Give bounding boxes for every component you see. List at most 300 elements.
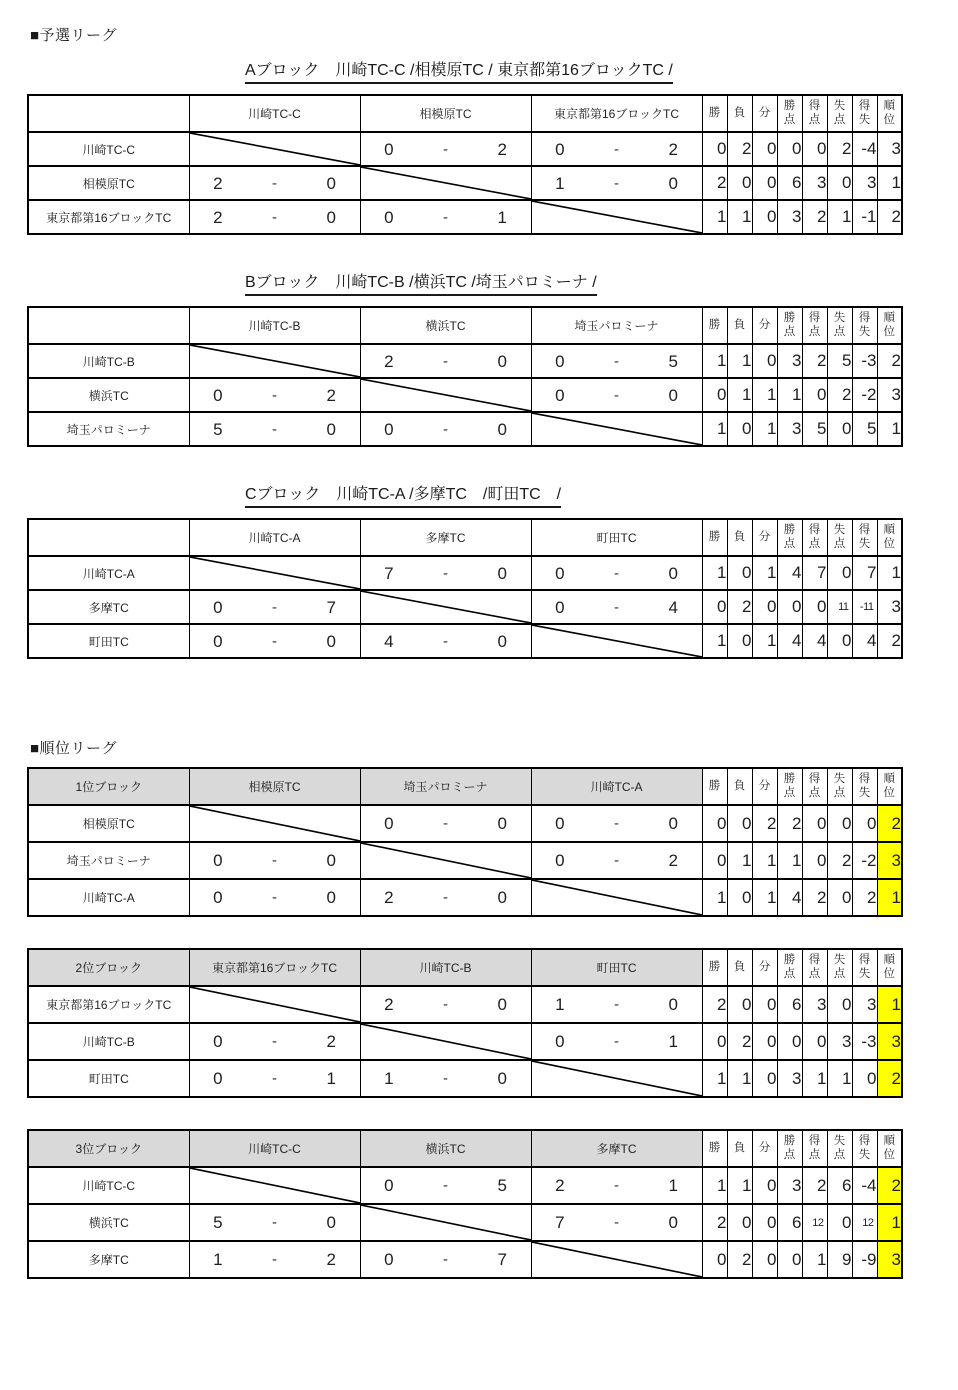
stat-cell: 3 xyxy=(777,412,802,446)
score-separator: - xyxy=(443,564,448,582)
match-score xyxy=(532,387,702,404)
match-score-cell xyxy=(189,1023,360,1060)
team-name-cell: 川崎TC-A xyxy=(28,879,189,916)
stat-cell: 6 xyxy=(777,986,802,1023)
stat-cell: 2 xyxy=(727,1023,752,1060)
match-score xyxy=(190,852,360,869)
match-score-cell xyxy=(360,879,531,916)
self-match-cell xyxy=(360,842,531,879)
score-right: 0 xyxy=(326,888,336,907)
match-score-cell xyxy=(189,624,360,658)
stat-cell: 7 xyxy=(802,556,827,590)
stat-cell: 6 xyxy=(777,166,802,200)
stat-header-char: 分 xyxy=(758,960,771,973)
stat-cell: 7 xyxy=(852,556,877,590)
stat-header-cell xyxy=(827,95,852,132)
score-right: 0 xyxy=(326,419,336,439)
score-right: 7 xyxy=(497,1250,507,1269)
stat-header-cell xyxy=(727,307,752,344)
diagonal-line xyxy=(361,843,531,878)
diagonal-line xyxy=(361,167,531,199)
score-right: 2 xyxy=(326,1032,336,1051)
ranking-tables-container xyxy=(0,767,958,1279)
match-score-cell xyxy=(189,1241,360,1278)
match-score xyxy=(361,353,531,370)
score-right: 0 xyxy=(326,851,336,870)
stat-header-char: 点 xyxy=(808,1148,821,1161)
score-separator: - xyxy=(443,996,448,1013)
stat-cell: -4 xyxy=(852,132,877,166)
score-separator: - xyxy=(272,174,277,192)
score-left: 0 xyxy=(213,851,223,870)
match-score-cell xyxy=(531,1204,702,1241)
match-score xyxy=(361,141,531,158)
score-left: 5 xyxy=(213,419,223,439)
stat-cell: 3 xyxy=(777,1167,802,1204)
stat-header-cell xyxy=(702,307,727,344)
stat-cell: 0 xyxy=(752,132,777,166)
stat-header-char: 負 xyxy=(733,530,746,543)
stat-cell: 1 xyxy=(727,378,752,412)
score-right: 1 xyxy=(668,1032,678,1051)
stat-header-char: 点 xyxy=(808,537,821,550)
stat-cell: 1 xyxy=(702,344,727,378)
block-title: Cブロック 川崎TC-A /多摩TC /町田TC / xyxy=(245,484,561,508)
diagonal-line xyxy=(361,1205,531,1240)
stat-cell: 4 xyxy=(852,624,877,658)
self-match-cell xyxy=(531,412,702,446)
stat-cell: 0 xyxy=(852,1060,877,1097)
stat-header-char: 分 xyxy=(758,530,771,543)
stat-header-char: 得 xyxy=(808,311,821,324)
stat-cell: 1 xyxy=(752,556,777,590)
opponent-header-cell: 相模原TC xyxy=(360,95,531,132)
match-score xyxy=(532,1214,702,1231)
self-match-cell xyxy=(531,1060,702,1097)
stat-header-cell xyxy=(702,768,727,805)
stat-cell: -4 xyxy=(852,1167,877,1204)
section-ranking xyxy=(0,659,958,1279)
stat-cell: 1 xyxy=(702,1167,727,1204)
stat-cell: 0 xyxy=(752,1060,777,1097)
match-score-cell xyxy=(360,986,531,1023)
opponent-header-cell: 東京都第16ブロックTC xyxy=(531,95,702,132)
stat-header-cell xyxy=(727,1130,752,1167)
diagonal-line xyxy=(190,133,360,165)
stat-header-cell xyxy=(852,519,877,556)
score-left: 0 xyxy=(384,139,394,159)
score-separator: - xyxy=(443,352,448,370)
stat-header-cell xyxy=(752,949,777,986)
match-score xyxy=(190,209,360,226)
stat-cell: 0 xyxy=(702,590,727,624)
score-right: 2 xyxy=(326,1250,336,1269)
stat-header-char: 勝 xyxy=(708,779,721,792)
stat-header-cell xyxy=(752,519,777,556)
stat-cell: 4 xyxy=(802,624,827,658)
header-row xyxy=(28,519,902,556)
score-separator: - xyxy=(272,889,277,906)
table-row xyxy=(28,1167,902,1204)
table-row xyxy=(28,1023,902,1060)
team-name-cell: 町田TC xyxy=(28,1060,189,1097)
score-left: 0 xyxy=(213,597,223,617)
diagonal-line xyxy=(532,413,702,445)
stat-cell: 2 xyxy=(702,986,727,1023)
team-name-cell: 川崎TC-C xyxy=(28,132,189,166)
stat-cell: 3 xyxy=(852,166,877,200)
block-title: Aブロック 川崎TC-C /相模原TC / 東京都第16ブロックTC / xyxy=(245,60,673,84)
stat-header-cell xyxy=(877,768,902,805)
match-score xyxy=(532,175,702,192)
match-score-cell xyxy=(531,556,702,590)
stat-header-char: 点 xyxy=(833,967,846,980)
stat-header-char: 点 xyxy=(783,537,796,550)
score-left: 0 xyxy=(555,597,565,617)
stat-header-cell xyxy=(877,949,902,986)
stat-header-cell xyxy=(702,949,727,986)
rank-cell: 1 xyxy=(877,412,902,446)
match-score xyxy=(190,599,360,616)
table-row xyxy=(28,1204,902,1241)
score-right: 1 xyxy=(497,207,507,227)
stat-cell: 0 xyxy=(752,1204,777,1241)
score-right: 5 xyxy=(497,1176,507,1195)
diagonal-line xyxy=(190,806,360,841)
score-separator: - xyxy=(272,632,277,650)
team-name-cell: 多摩TC xyxy=(28,1241,189,1278)
score-left: 7 xyxy=(384,563,394,583)
score-separator: - xyxy=(614,1214,619,1231)
score-right: 0 xyxy=(668,385,678,405)
block-title: Bブロック 川崎TC-B /横浜TC /埼玉パロミーナ / xyxy=(245,272,597,296)
stat-header-char: 失 xyxy=(833,953,846,966)
rank-cell: 2 xyxy=(877,805,902,842)
stat-cell: 1 xyxy=(802,1241,827,1278)
stat-cell: 0 xyxy=(827,986,852,1023)
team-name-cell: 埼玉パロミーナ xyxy=(28,412,189,446)
score-separator: - xyxy=(443,889,448,906)
stat-cell: 0 xyxy=(777,1241,802,1278)
score-left: 0 xyxy=(555,385,565,405)
stat-cell: 2 xyxy=(852,879,877,916)
stat-cell: 2 xyxy=(752,805,777,842)
stat-cell: 3 xyxy=(777,200,802,234)
header-row xyxy=(28,95,902,132)
match-score-cell xyxy=(531,344,702,378)
score-left: 2 xyxy=(384,351,394,371)
stat-header-char: 点 xyxy=(833,786,846,799)
stat-header-char: 勝 xyxy=(708,318,721,331)
stat-header-char: 勝 xyxy=(783,1134,796,1147)
league-table-block-ranking-2 xyxy=(0,1129,958,1279)
league-table-block-ranking-0 xyxy=(0,767,958,917)
score-left: 1 xyxy=(213,1250,223,1269)
stat-cell: -2 xyxy=(852,378,877,412)
stat-cell: 1 xyxy=(777,378,802,412)
score-separator: - xyxy=(272,420,277,438)
score-right: 1 xyxy=(668,1176,678,1195)
rank-cell: 1 xyxy=(877,166,902,200)
rank-cell: 1 xyxy=(877,556,902,590)
match-score xyxy=(361,209,531,226)
opponent-header-cell: 川崎TC-A xyxy=(531,768,702,805)
stat-cell: 0 xyxy=(827,624,852,658)
rank-cell: 2 xyxy=(877,200,902,234)
stat-cell: 0 xyxy=(752,590,777,624)
score-separator: - xyxy=(272,1070,277,1087)
stat-header-cell xyxy=(802,1130,827,1167)
stat-cell: 3 xyxy=(852,986,877,1023)
stat-header-char: 点 xyxy=(808,786,821,799)
stat-cell: 3 xyxy=(777,344,802,378)
stat-cell: 1 xyxy=(752,378,777,412)
stat-cell: 0 xyxy=(752,1023,777,1060)
table-row xyxy=(28,1060,902,1097)
stat-cell: 0 xyxy=(802,590,827,624)
score-separator: - xyxy=(272,208,277,226)
stat-cell: 1 xyxy=(827,200,852,234)
stat-cell: 3 xyxy=(802,166,827,200)
match-score-cell xyxy=(360,624,531,658)
stat-header-char: 点 xyxy=(808,325,821,338)
score-right: 0 xyxy=(497,814,507,833)
stat-header-cell xyxy=(777,307,802,344)
rank-cell: 1 xyxy=(877,986,902,1023)
stat-header-char: 失 xyxy=(858,537,871,550)
stat-cell: 6 xyxy=(777,1204,802,1241)
table-row xyxy=(28,344,902,378)
stat-header-char: 順 xyxy=(883,523,895,536)
stat-cell: 1 xyxy=(752,842,777,879)
preliminary-tables-container xyxy=(0,60,958,659)
header-row xyxy=(28,949,902,986)
match-score xyxy=(361,889,531,906)
block-title-row xyxy=(245,60,958,84)
opponent-header-cell: 川崎TC-C xyxy=(189,1130,360,1167)
rank-cell: 2 xyxy=(877,624,902,658)
stat-cell: -9 xyxy=(852,1241,877,1278)
score-right: 0 xyxy=(497,419,507,439)
match-score-cell xyxy=(189,166,360,200)
match-score-cell xyxy=(189,200,360,234)
score-separator: - xyxy=(272,1251,277,1268)
score-left: 0 xyxy=(555,1032,565,1051)
stat-header-char: 点 xyxy=(783,1148,796,1161)
opponent-header-cell: 横浜TC xyxy=(360,1130,531,1167)
stat-header-char: 順 xyxy=(883,953,895,966)
table-row xyxy=(28,590,902,624)
match-score-cell xyxy=(360,344,531,378)
team-name-cell: 川崎TC-C xyxy=(28,1167,189,1204)
stat-header-cell xyxy=(727,95,752,132)
team-name-cell: 町田TC xyxy=(28,624,189,658)
stat-header-char: 失 xyxy=(833,523,846,536)
score-separator: - xyxy=(614,852,619,869)
score-separator: - xyxy=(614,352,619,370)
diagonal-line xyxy=(532,1242,702,1277)
stat-cell: 0 xyxy=(702,132,727,166)
stat-header-char: 失 xyxy=(833,99,846,112)
score-left: 0 xyxy=(213,1069,223,1088)
stat-header-char: 負 xyxy=(733,1141,746,1154)
team-name-cell: 横浜TC xyxy=(28,378,189,412)
match-score xyxy=(361,1251,531,1268)
score-left: 1 xyxy=(555,995,565,1014)
stat-header-char: 失 xyxy=(858,967,871,980)
match-score-cell xyxy=(360,1060,531,1097)
score-right: 0 xyxy=(668,563,678,583)
stat-header-cell xyxy=(827,949,852,986)
stat-cell: 2 xyxy=(802,879,827,916)
stat-cell: 0 xyxy=(727,556,752,590)
stat-header-cell xyxy=(752,95,777,132)
league-table xyxy=(27,948,903,1098)
stat-cell: -2 xyxy=(852,842,877,879)
team-name-cell: 川崎TC-B xyxy=(28,1023,189,1060)
opponent-header-cell: 川崎TC-C xyxy=(189,95,360,132)
league-table-block-preliminary-1 xyxy=(0,272,958,447)
stat-header-char: 順 xyxy=(883,311,895,324)
stat-header-cell xyxy=(852,95,877,132)
match-score-cell xyxy=(360,200,531,234)
league-table xyxy=(27,94,903,235)
score-right: 0 xyxy=(326,631,336,651)
corner-cell xyxy=(28,307,189,344)
stat-cell: 1 xyxy=(727,200,752,234)
score-right: 0 xyxy=(497,631,507,651)
stat-cell: -1 xyxy=(852,200,877,234)
score-left: 2 xyxy=(555,1176,565,1195)
stat-header-char: 失 xyxy=(858,1148,871,1161)
opponent-header-cell: 東京都第16ブロックTC xyxy=(189,949,360,986)
opponent-header-cell: 川崎TC-B xyxy=(189,307,360,344)
stat-cell: 1 xyxy=(752,412,777,446)
match-score-cell xyxy=(531,132,702,166)
match-score-cell xyxy=(189,590,360,624)
stat-cell: 0 xyxy=(752,1167,777,1204)
stat-cell: 4 xyxy=(777,879,802,916)
diagonal-line xyxy=(190,557,360,589)
score-separator: - xyxy=(272,1214,277,1231)
stat-cell: 1 xyxy=(727,1060,752,1097)
score-right: 0 xyxy=(497,888,507,907)
stat-cell: 2 xyxy=(802,344,827,378)
stat-header-cell xyxy=(852,949,877,986)
stat-cell: 0 xyxy=(752,166,777,200)
stat-cell: 1 xyxy=(702,879,727,916)
self-match-cell xyxy=(531,624,702,658)
league-table-block-ranking-1 xyxy=(0,948,958,1098)
table-row xyxy=(28,879,902,916)
match-score xyxy=(190,1251,360,1268)
league-table-block-preliminary-0 xyxy=(0,60,958,235)
stat-header-char: 得 xyxy=(858,311,871,324)
match-score-cell xyxy=(189,378,360,412)
match-score xyxy=(361,815,531,832)
rank-cell: 3 xyxy=(877,132,902,166)
stat-cell: 0 xyxy=(752,344,777,378)
score-left: 2 xyxy=(213,173,223,193)
stat-cell: 2 xyxy=(827,378,852,412)
stat-header-char: 失 xyxy=(833,772,846,785)
score-left: 5 xyxy=(213,1213,223,1232)
score-separator: - xyxy=(443,815,448,832)
stat-cell: 0 xyxy=(727,166,752,200)
score-right: 2 xyxy=(668,139,678,159)
stat-cell: 0 xyxy=(702,842,727,879)
stat-header-cell xyxy=(852,1130,877,1167)
match-score xyxy=(190,633,360,650)
stat-cell: 2 xyxy=(727,590,752,624)
stat-header-char: 点 xyxy=(833,1148,846,1161)
rank-cell: 3 xyxy=(877,590,902,624)
match-score xyxy=(190,889,360,906)
stat-header-char: 順 xyxy=(883,99,895,112)
stat-header-char: 順 xyxy=(883,772,895,785)
team-name-cell: 東京都第16ブロックTC xyxy=(28,200,189,234)
score-left: 2 xyxy=(384,888,394,907)
stat-header-cell xyxy=(777,1130,802,1167)
score-left: 0 xyxy=(384,814,394,833)
score-right: 0 xyxy=(497,351,507,371)
diagonal-line xyxy=(532,625,702,657)
score-separator: - xyxy=(614,386,619,404)
league-table xyxy=(27,306,903,447)
stat-cell: -3 xyxy=(852,1023,877,1060)
score-right: 0 xyxy=(497,1069,507,1088)
score-right: 0 xyxy=(326,173,336,193)
score-right: 0 xyxy=(668,173,678,193)
self-match-cell xyxy=(360,166,531,200)
match-score xyxy=(361,1177,531,1194)
score-separator: - xyxy=(614,1033,619,1050)
opponent-header-cell: 多摩TC xyxy=(360,519,531,556)
match-score xyxy=(532,599,702,616)
stat-header-char: 点 xyxy=(808,967,821,980)
stat-header-char: 分 xyxy=(758,106,771,119)
stat-header-char: 分 xyxy=(758,318,771,331)
match-score-cell xyxy=(360,805,531,842)
score-left: 2 xyxy=(213,207,223,227)
score-right: 0 xyxy=(668,1213,678,1232)
match-score-cell xyxy=(531,1023,702,1060)
match-score xyxy=(361,1070,531,1087)
stat-header-cell xyxy=(777,519,802,556)
score-separator: - xyxy=(272,598,277,616)
match-score xyxy=(190,1214,360,1231)
stat-cell: 2 xyxy=(802,1167,827,1204)
league-table xyxy=(27,518,903,659)
score-left: 0 xyxy=(384,207,394,227)
opponent-header-cell: 町田TC xyxy=(531,519,702,556)
stat-cell: 2 xyxy=(727,132,752,166)
score-separator: - xyxy=(443,208,448,226)
stat-cell: 3 xyxy=(802,986,827,1023)
diagonal-line xyxy=(532,1061,702,1096)
match-score xyxy=(190,421,360,438)
score-separator: - xyxy=(614,1177,619,1194)
stat-cell: 12 xyxy=(802,1204,827,1241)
score-right: 0 xyxy=(326,1213,336,1232)
score-separator: - xyxy=(614,996,619,1013)
stat-cell: 0 xyxy=(727,986,752,1023)
stat-header-cell xyxy=(702,519,727,556)
match-score-cell xyxy=(189,879,360,916)
table-row xyxy=(28,412,902,446)
stat-cell: 5 xyxy=(827,344,852,378)
diagonal-line xyxy=(190,987,360,1022)
